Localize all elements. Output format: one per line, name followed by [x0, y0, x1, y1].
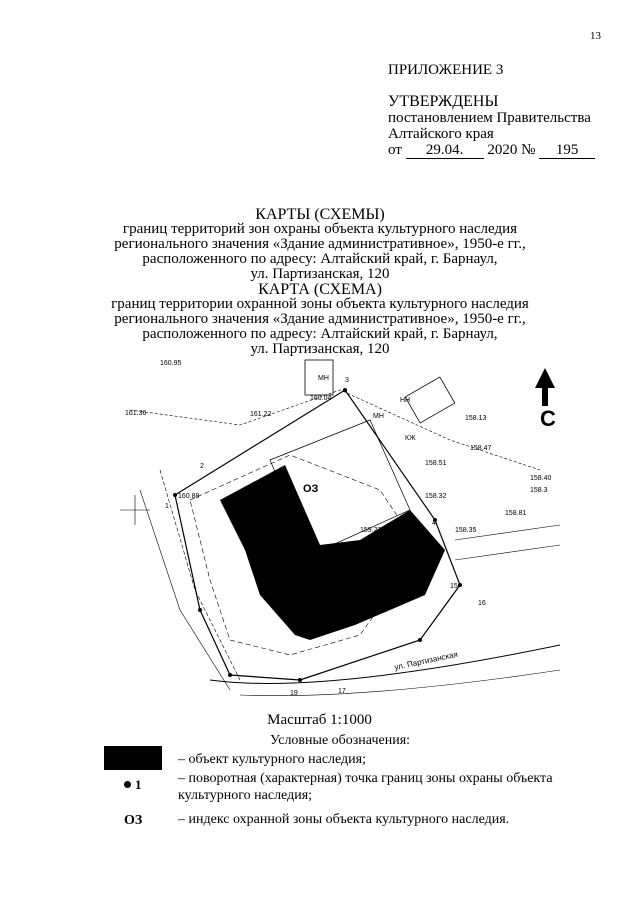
page-number: 13: [590, 30, 601, 42]
point-label: 19: [290, 690, 298, 697]
north-arrow-icon: [535, 368, 555, 388]
elevation-label: 158.40: [530, 475, 552, 482]
title-block-1: [40, 207, 600, 282]
legend-text-heritage: – объект культурного наследия;: [178, 752, 366, 767]
elevation-label: 161.36: [125, 410, 147, 417]
title2-line: расположенного по адресу: Алтайский край, г. Барнаул,: [142, 326, 498, 342]
title1-line: регионального значения «Здание административное», 1950-е гг.,: [114, 236, 526, 252]
title-block-2: [40, 282, 600, 357]
title1-heading: КАРТЫ (СХЕМЫ): [255, 206, 385, 223]
approval-date-line: [388, 142, 628, 159]
point-label: 15: [450, 583, 458, 590]
elevation-label: 158.81: [505, 510, 527, 517]
elevation-label: 158.47: [470, 445, 492, 452]
street-label: ул. Партизанская: [393, 649, 459, 672]
building-label: КЖ: [405, 435, 416, 442]
approval-line1: постановлением Правительства: [388, 110, 591, 126]
legend-symbol-point-label: 1: [135, 777, 142, 792]
legend-symbol-heritage: [104, 746, 162, 770]
approval-line2: Алтайского края: [388, 126, 494, 142]
legend-symbol-point: [124, 777, 142, 793]
point-label: 3: [345, 377, 349, 384]
building-label: НН: [400, 397, 411, 404]
point-label: 4: [432, 520, 436, 527]
building-label: МН: [318, 375, 329, 382]
approval-date: 29.04.: [406, 142, 484, 159]
legend-text-point: – поворотная (характерная) точка границ зоны охраны объекта культурного наследия;: [178, 771, 553, 803]
title1-line: расположенного по адресу: Алтайский край, г. Барнаул,: [142, 251, 498, 267]
approval-number: 195: [539, 142, 595, 159]
elevation-label: 160.04: [310, 395, 332, 402]
legend-text-zone: – индекс охранной зоны объекта культурного наследия.: [178, 812, 510, 827]
title1-line: ул. Партизанская, 120: [250, 266, 390, 282]
appendix-label: ПРИЛОЖЕНИЕ 3: [388, 62, 504, 78]
cadastral-map: [120, 350, 560, 700]
point-label: 17: [338, 688, 346, 695]
map-scale: Масштаб 1:1000: [267, 712, 372, 728]
elevation-label: 158.13: [465, 415, 487, 422]
elevation-label: 158.32: [425, 493, 447, 500]
point-label: 16: [478, 600, 486, 607]
title2-line: границ территории охранной зоны объекта культурного наследия: [111, 296, 529, 312]
point-label: 1: [165, 503, 169, 510]
elevation-label: 159.23: [360, 527, 382, 534]
elevation-label: 160.95: [160, 360, 182, 367]
title2-line: регионального значения «Здание административное», 1950-е гг.,: [114, 311, 526, 327]
approval-year: 2020 №: [487, 142, 536, 158]
title2-line: ул. Партизанская, 120: [250, 341, 390, 357]
point-label: 2: [200, 463, 204, 470]
elevation-label: 161.22: [250, 411, 272, 418]
elevation-label: 158.51: [425, 460, 447, 467]
approval-heading: УТВЕРЖДЕНЫ: [388, 93, 499, 110]
north-letter: С: [540, 406, 556, 431]
title2-heading: КАРТА (СХЕМА): [258, 281, 382, 298]
elevation-label: 158.35: [455, 527, 477, 534]
approval-date-prefix: от: [388, 142, 402, 158]
heritage-building: [220, 465, 445, 640]
legend-symbol-zone: ОЗ: [124, 813, 143, 828]
elevation-label: 158.31: [420, 550, 442, 557]
legend-title: Условные обозначения:: [270, 733, 411, 748]
building-label: МН: [373, 413, 384, 420]
approval-block: [388, 94, 628, 159]
elevation-label: 160.88: [178, 493, 200, 500]
zone-label: ОЗ: [303, 483, 319, 495]
title1-line: границ территорий зон охраны объекта культурного наследия: [122, 221, 518, 237]
elevation-label: 158.3: [530, 487, 548, 494]
point-dot-icon: [124, 781, 131, 788]
